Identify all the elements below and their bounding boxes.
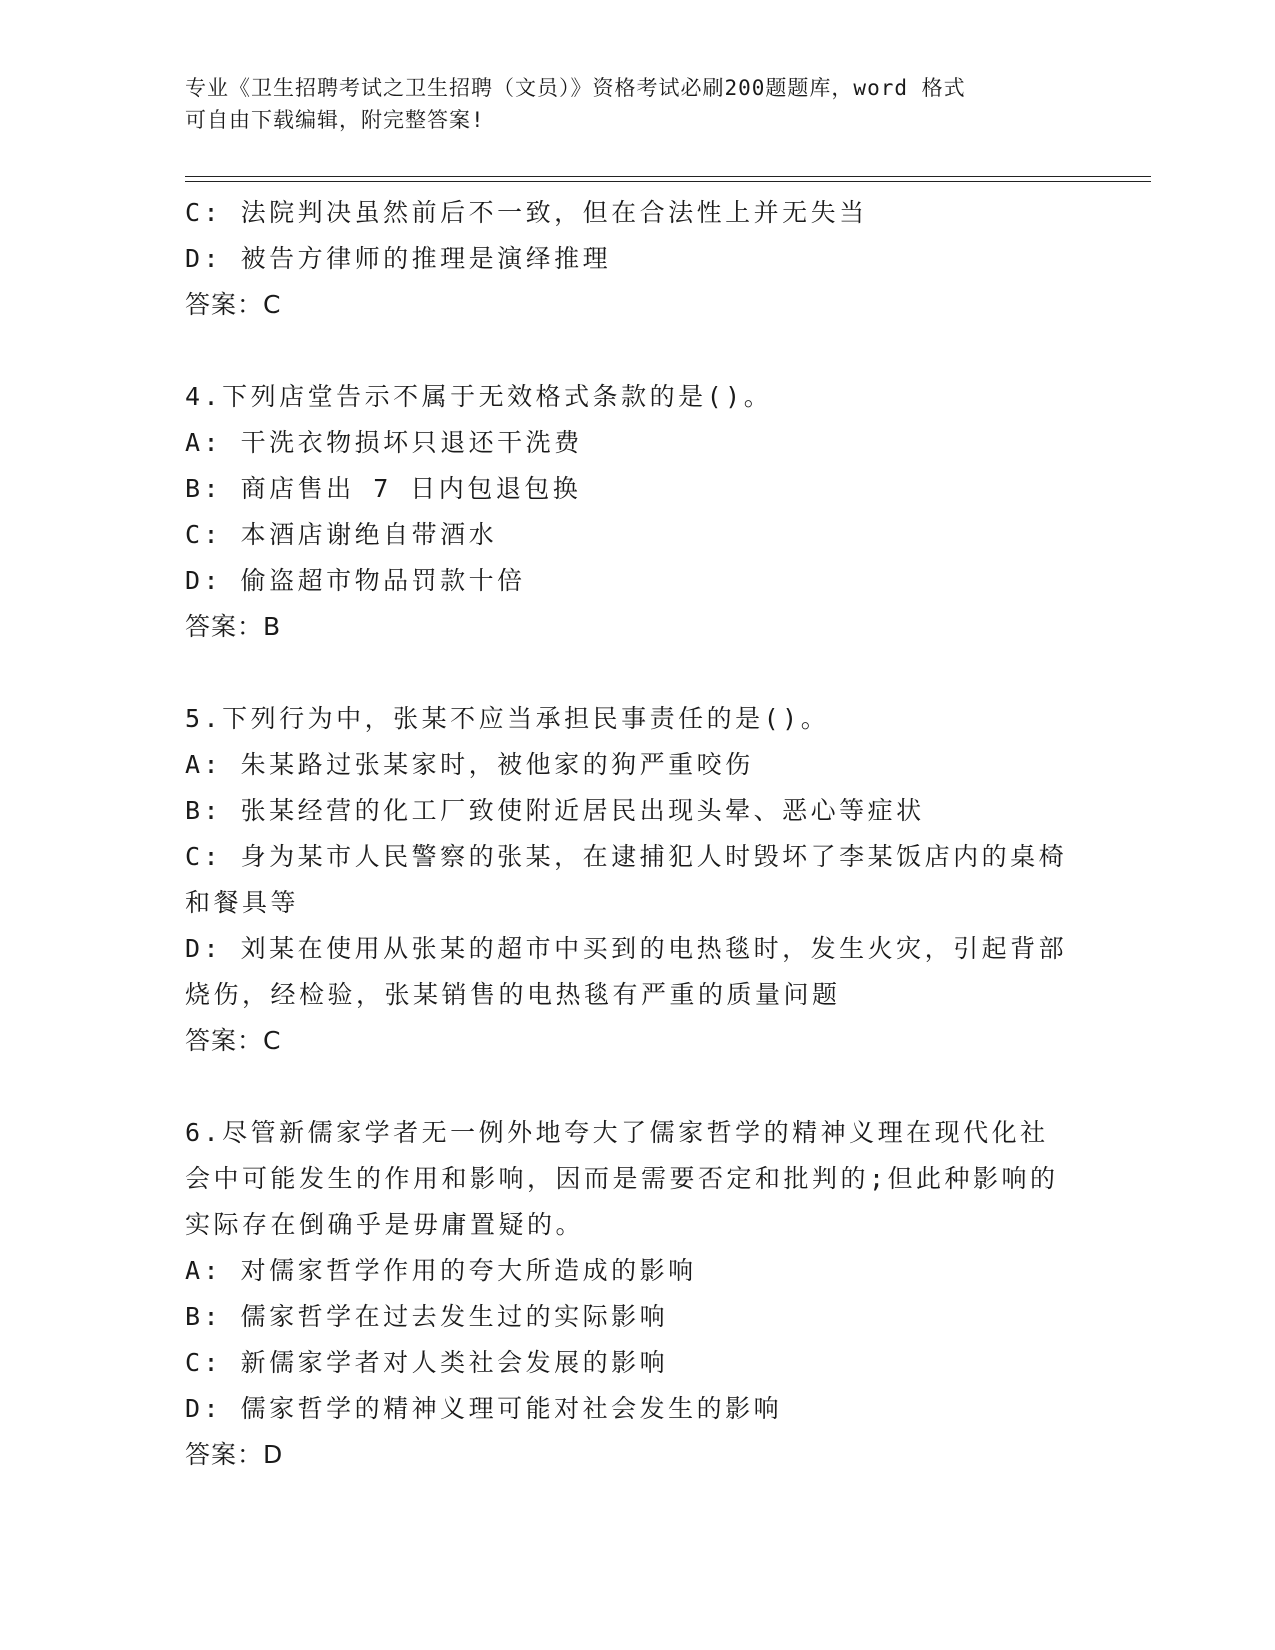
question-4 xyxy=(185,374,1085,650)
q6-stem-line-3: 实际存在倒确乎是毋庸置疑的。 xyxy=(185,1210,585,1239)
q5-stem: 5.下列行为中，张某不应当承担民事责任的是()。 xyxy=(185,704,830,733)
q5-option-c-line-1: C: 身为某市人民警察的张某，在逮捕犯人时毁坏了李某饭店内的桌椅 xyxy=(185,842,1068,871)
q5-option-d-line-2: 烧伤，经检验，张某销售的电热毯有严重的质量问题 xyxy=(185,980,841,1009)
q4-option-b: B: 商店售出 7 日内包退包换 xyxy=(185,474,582,503)
q6-option-d: D: 儒家哲学的精神义理可能对社会发生的影响 xyxy=(185,1394,783,1423)
header-title-line-1: 专业《卫生招聘考试之卫生招聘（文员）》资格考试必刷200题题库，word 格式 xyxy=(185,76,966,100)
document-header xyxy=(185,72,1085,136)
q5-option-a: A: 朱某路过张某家时，被他家的狗严重咬伤 xyxy=(185,750,754,779)
q3-answer: 答案：C xyxy=(185,290,282,319)
q4-option-a: A: 干洗衣物损坏只退还干洗费 xyxy=(185,428,583,457)
q6-option-b: B: 儒家哲学在过去发生过的实际影响 xyxy=(185,1302,669,1331)
q3-option-c: C: 法院判决虽然前后不一致，但在合法性上并无失当 xyxy=(185,198,868,227)
question-3-tail xyxy=(185,190,1085,328)
q4-answer: 答案：B xyxy=(185,612,282,641)
header-rule-bottom xyxy=(185,181,1151,182)
q6-answer: 答案：D xyxy=(185,1440,284,1469)
q4-stem: 4.下列店堂告示不属于无效格式条款的是()。 xyxy=(185,382,773,411)
header-title-line-2: 可自由下载编辑，附完整答案! xyxy=(185,108,485,132)
q6-stem-line-2: 会中可能发生的作用和影响，因而是需要否定和批判的;但此种影响的 xyxy=(185,1164,1059,1193)
q4-option-d: D: 偷盗超市物品罚款十倍 xyxy=(185,566,526,595)
q5-option-c-line-2: 和餐具等 xyxy=(185,888,300,917)
header-rule-top xyxy=(185,176,1151,177)
question-6 xyxy=(185,1110,1085,1478)
q6-stem-line-1: 6.尽管新儒家学者无一例外地夸大了儒家哲学的精神义理在现代化社 xyxy=(185,1118,1049,1147)
q6-option-a: A: 对儒家哲学作用的夸大所造成的影响 xyxy=(185,1256,697,1285)
q5-answer: 答案：C xyxy=(185,1026,282,1055)
q6-option-c: C: 新儒家学者对人类社会发展的影响 xyxy=(185,1348,669,1377)
question-content xyxy=(185,190,1085,1524)
q4-option-c: C: 本酒店谢绝自带酒水 xyxy=(185,520,498,549)
q5-option-b: B: 张某经营的化工厂致使附近居民出现头晕、恶心等症状 xyxy=(185,796,925,825)
q3-option-d: D: 被告方律师的推理是演绎推理 xyxy=(185,244,612,273)
question-5 xyxy=(185,696,1085,1064)
q5-option-d-line-1: D: 刘某在使用从张某的超市中买到的电热毯时，发生火灾，引起背部 xyxy=(185,934,1068,963)
